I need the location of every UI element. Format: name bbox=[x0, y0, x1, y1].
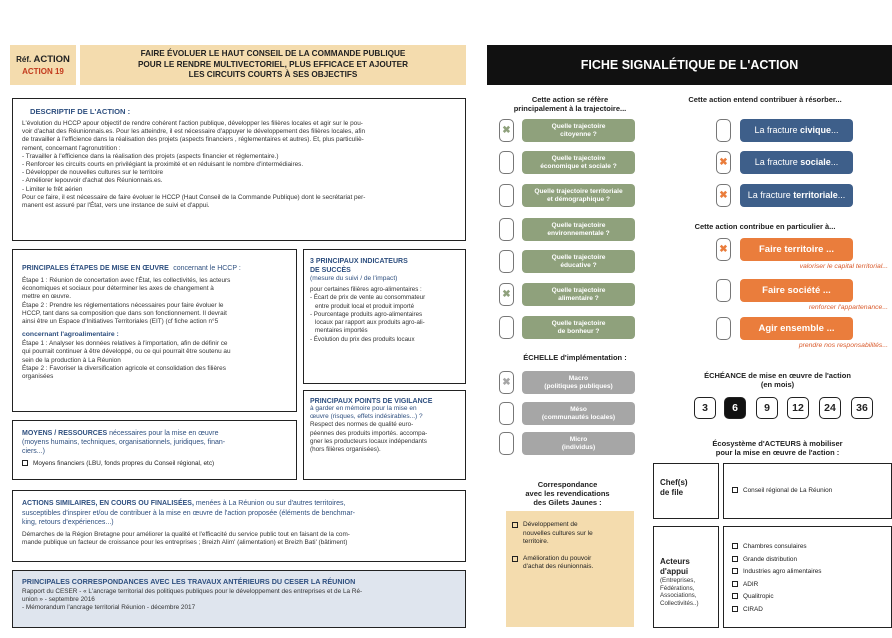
appui-item: CIRAD bbox=[732, 604, 883, 617]
trajectoire-button[interactable] bbox=[522, 119, 635, 142]
text-line: susceptibles d'inspirer et/ou de contribuer à la mise en œuvre de l'action proposée (éléments de benchmar- bbox=[22, 509, 356, 517]
trajectoire-button[interactable] bbox=[522, 218, 635, 241]
contribue-heading: Cette action contribue en particulier à... bbox=[694, 222, 836, 231]
indicateurs-box bbox=[303, 249, 466, 384]
text-line: rement, concernant l'agronutrition : bbox=[22, 144, 121, 152]
chef-value-box bbox=[723, 463, 892, 519]
text-line: mande publique un facteur de croissance pour les entreprises ; Breizh Alim' (alimentation) et Breizh Bati' (bâtiment) bbox=[22, 538, 348, 546]
headline-line: LES CIRCUITS COURTS À SES OBJECTIFS bbox=[188, 70, 358, 79]
echelle-button[interactable] bbox=[522, 402, 635, 425]
text-line: Amélioration du pouvoir bbox=[523, 554, 592, 562]
fracture-button[interactable] bbox=[740, 151, 853, 174]
label-line: Quelle trajectoire bbox=[551, 286, 606, 294]
echelle-label bbox=[544, 375, 613, 391]
label-line: alimentaire ? bbox=[558, 294, 599, 302]
contribue-prefix: Agir bbox=[758, 323, 781, 334]
text-line: king, retours d'expériences...) bbox=[22, 519, 114, 526]
checkbox-icon[interactable] bbox=[732, 543, 738, 549]
trajectoire-checkbox[interactable]: ✖ bbox=[499, 283, 514, 306]
similaires-heading bbox=[22, 499, 456, 528]
text-line: Rapport du CESER - « L'ancrage territorial des politiques publiques pour le développement des entreprises et de La Ré- bbox=[22, 588, 363, 595]
month-option-6[interactable]: 6 bbox=[724, 397, 746, 419]
text-line: mentaires importés bbox=[315, 327, 368, 335]
gilets-item bbox=[512, 521, 628, 547]
moyens-box bbox=[12, 420, 297, 480]
echelle-label bbox=[562, 436, 595, 452]
checkbox-icon[interactable] bbox=[512, 522, 518, 528]
contribue-checkbox[interactable] bbox=[716, 279, 731, 302]
contribue-prefix: Faire bbox=[759, 244, 785, 255]
label-line: d'appui bbox=[660, 567, 689, 576]
text-line: qui pourrait continuer à être développé, ou ce qui pourrait être soutenu au bbox=[22, 348, 231, 356]
contribue-button[interactable] bbox=[740, 279, 853, 302]
text-line: L'évolution du HCCP apour objectif de rendre cohérent l'action publique, développer les filières locales et agir sur le pou- bbox=[22, 120, 363, 127]
similaires-box bbox=[12, 490, 466, 562]
appui-item: Chambres consulaires bbox=[732, 541, 883, 554]
text-line: - Renforcer les circuits courts en privilégiant la proximité et en réduisant le nombre d'intermédiaires. bbox=[22, 161, 304, 169]
heading-line: avec les revendications bbox=[525, 489, 610, 498]
indicateurs-title bbox=[310, 257, 459, 275]
contribue-button[interactable] bbox=[740, 317, 853, 340]
trajectoire-checkbox[interactable] bbox=[499, 250, 514, 273]
gilets-item bbox=[512, 555, 628, 572]
echeance-heading bbox=[680, 371, 875, 389]
fracture-button[interactable] bbox=[740, 119, 853, 142]
contribue-subtitle: valoriser le capital territorial... bbox=[799, 263, 888, 270]
contribue-keyword: société bbox=[787, 285, 821, 296]
text-line: manent est assuré par l'État, vers une instance de suivi et d'appui. bbox=[22, 202, 210, 210]
checkbox-icon[interactable] bbox=[512, 556, 518, 562]
trajectoire-label bbox=[540, 155, 617, 171]
text-line: - Évolution du prix des produits locaux bbox=[310, 335, 415, 343]
text-line: œuvre (risques, effets indésirables...) ? bbox=[310, 413, 423, 421]
label-line: Quelle trajectoire bbox=[551, 253, 606, 261]
text-line: voir d'achat des Réunionnais.es. Pour les atteindre, il est nécessaire d'appuyer le développement des filières locales, afin bbox=[22, 128, 366, 136]
action-ref-badge bbox=[10, 45, 76, 85]
echelle-button[interactable] bbox=[522, 432, 635, 455]
contribue-keyword: ensemble bbox=[780, 323, 824, 334]
fracture-prefix: La fracture bbox=[754, 157, 801, 167]
descriptif-text bbox=[22, 120, 456, 210]
contribue-subtitle: renforcer l'appartenance... bbox=[808, 304, 888, 311]
appui-list-box bbox=[723, 526, 892, 628]
contribue-suffix: ... bbox=[823, 244, 834, 255]
echelle-checkbox[interactable]: ✖ bbox=[499, 371, 514, 394]
label-line: Méso bbox=[570, 405, 587, 413]
echelle-button[interactable] bbox=[522, 371, 635, 394]
fracture-keyword: civique bbox=[800, 125, 832, 135]
moyens-title: MOYENS / RESSOURCES bbox=[22, 430, 108, 437]
text-line: territoire. bbox=[523, 538, 549, 545]
descriptif-box bbox=[12, 98, 466, 241]
text-line: ainsi être un Espace d'Initiatives Territoriales (EIT) (cf fiche action n°5 bbox=[22, 318, 219, 326]
text-line: de travailler à l'efficience dans la réalisation des projets (aspects financiers , réglementaires et autres). Et, plus particuliè- bbox=[22, 136, 364, 144]
fracture-button[interactable] bbox=[740, 184, 853, 207]
label-line: Quelle trajectoire bbox=[551, 319, 606, 327]
heading-line: Correspondance bbox=[537, 480, 598, 489]
trajectoire-button[interactable] bbox=[522, 184, 635, 207]
etapes-heading bbox=[22, 257, 287, 275]
text-line: Respect des normes de qualité euro- bbox=[310, 421, 414, 429]
etapes-title: PRINCIPALES ÉTAPES DE MISE EN ŒUVRE bbox=[22, 265, 169, 272]
fracture-keyword: territoriale bbox=[793, 190, 838, 200]
descriptif-title: DESCRIPTIF DE L'ACTION : bbox=[30, 107, 131, 116]
label-line: éducative ? bbox=[560, 261, 597, 269]
trajectoire-label bbox=[547, 222, 609, 238]
checkbox-icon[interactable] bbox=[732, 593, 738, 599]
title-line: DE SUCCÈS bbox=[310, 267, 351, 274]
ref-label: Réf. bbox=[16, 55, 32, 64]
heading-line: principalement à la trajectoire... bbox=[513, 104, 627, 113]
appui-item: Grande distribution bbox=[732, 554, 883, 567]
moyens-heading bbox=[22, 429, 287, 456]
text-line: union » - septembre 2016 bbox=[22, 596, 95, 604]
label-line: (individus) bbox=[561, 443, 596, 451]
text-line: organisées bbox=[22, 373, 54, 381]
fracture-suffix: ... bbox=[831, 125, 839, 135]
text-line: (moyens humains, techniques, organisationnels, juridiques, finan- bbox=[22, 439, 226, 446]
text-line: - Pourcentage produits agro-alimentaires bbox=[310, 310, 423, 318]
text-line: gner les producteurs locaux indépendants bbox=[310, 437, 427, 445]
ecosysteme-heading bbox=[670, 439, 885, 457]
label-line: citoyenne ? bbox=[560, 130, 597, 138]
label-line: Micro bbox=[569, 435, 588, 443]
checkbox-icon[interactable] bbox=[22, 460, 28, 466]
fiche-title: FICHE SIGNALÉTIQUE DE L'ACTION bbox=[487, 45, 892, 85]
fracture-checkbox[interactable]: ✖ bbox=[716, 184, 731, 207]
echelle-checkbox[interactable] bbox=[499, 432, 514, 455]
gilets-heading bbox=[500, 480, 635, 507]
text-line: sein de la production à La Réunion bbox=[22, 356, 121, 364]
heading-line: ÉCHÉANCE de mise en œuvre de l'action bbox=[704, 371, 851, 380]
title-line: 3 PRINCIPAUX INDICATEURS bbox=[310, 258, 408, 265]
contribue-suffix: ... bbox=[823, 323, 835, 334]
text-line: - Limiter le frêt aérien bbox=[22, 185, 83, 193]
contribue-suffix: ... bbox=[820, 285, 831, 296]
text-line: d'achat des réunionnais. bbox=[523, 563, 594, 570]
moyens-item bbox=[22, 459, 287, 468]
text-line: Étape 1 : Réunion de concertation avec l'État, les collectivités, les acteurs bbox=[22, 277, 231, 284]
fracture-checkbox[interactable]: ✖ bbox=[716, 151, 731, 174]
text-line: économiques et sociaux pour déterminer les axes de changement à bbox=[22, 285, 214, 293]
contribue-keyword: territoire bbox=[784, 244, 824, 255]
text-line: mettre en œuvre. bbox=[22, 293, 72, 301]
trajectoire-label bbox=[552, 287, 606, 303]
fracture-suffix: ... bbox=[837, 190, 846, 200]
text-line: - Mémorandum l'ancrage territorial Réunion - décembre 2017 bbox=[22, 604, 196, 612]
headline-line: POUR LE RENDRE MULTIVECTORIEL, PLUS EFFICACE ET AJOUTER bbox=[137, 59, 409, 69]
etapes-subtitle: concernant l'agroalimentaire : bbox=[22, 331, 119, 339]
checkbox-icon[interactable] bbox=[732, 556, 738, 562]
trajectoire-button[interactable] bbox=[522, 250, 635, 273]
fracture-prefix: La fracture bbox=[754, 125, 800, 135]
correspondances-title: PRINCIPALES CORRESPONDANCES AVEC LES TRAVAUX ANTÉRIEURS DU CESER LA RÉUNION bbox=[22, 577, 356, 586]
label-line: Fédérations, bbox=[660, 584, 695, 592]
text-line: Étape 2 : Prendre les réglementations nécessaires pour faire évoluer le bbox=[22, 301, 224, 309]
trajectoire-checkbox[interactable] bbox=[499, 151, 514, 174]
text-line: péennes des produits importés. accompa- bbox=[310, 429, 428, 437]
fracture-suffix: ... bbox=[830, 157, 839, 167]
appui-label-box bbox=[653, 526, 719, 628]
contribue-button[interactable] bbox=[740, 238, 853, 261]
appui-item: Industries agro alimentaires bbox=[732, 566, 883, 579]
fracture-checkbox[interactable] bbox=[716, 119, 731, 142]
label-line: de file bbox=[660, 488, 684, 497]
heading-line: Cette action se réfère bbox=[531, 95, 609, 104]
checkbox-icon[interactable] bbox=[732, 487, 738, 493]
chef-label-box bbox=[653, 463, 719, 519]
label-line: (communautés locales) bbox=[541, 413, 616, 421]
contribue-checkbox[interactable] bbox=[716, 317, 731, 340]
trajectoire-label bbox=[552, 254, 606, 270]
text-line: - Améliorer lepouvoir d'achat des Réunionnais.es. bbox=[22, 177, 163, 185]
echelle-label bbox=[542, 406, 615, 422]
month-option-24[interactable]: 24 bbox=[819, 397, 841, 419]
label-line: (politiques publiques) bbox=[544, 382, 613, 390]
text-line: locaux par rapport aux produits agro-ali- bbox=[315, 319, 425, 327]
trajectoire-button[interactable] bbox=[522, 151, 635, 174]
heading-line: Écosystème d'ACTEURS à mobiliser bbox=[712, 439, 843, 448]
action-headline bbox=[80, 45, 466, 85]
moyens-item-label: Moyens financiers (LBU, fonds propres du Conseil régional, etc) bbox=[33, 460, 215, 467]
etapes-box bbox=[12, 249, 297, 412]
label-line: Collectivités..) bbox=[660, 599, 699, 607]
label-line: Quelle trajectoire territoriale bbox=[534, 187, 623, 195]
appui-item: ADIR bbox=[732, 579, 883, 592]
label-line: (Entreprises, bbox=[660, 577, 696, 584]
month-option-9[interactable]: 9 bbox=[756, 397, 778, 419]
chef-value: Conseil régional de La Réunion bbox=[743, 487, 833, 494]
checkbox-icon[interactable] bbox=[732, 568, 738, 574]
text-line: - Écart de prix de vente au consommateur bbox=[310, 294, 426, 302]
text-line: Développement de bbox=[523, 521, 578, 528]
contribue-subtitle: prendre nos responsabilités... bbox=[798, 342, 888, 349]
contribue-checkbox[interactable]: ✖ bbox=[716, 238, 731, 261]
text-line: HCCP, tant dans sa composition que dans son fonctionnement. Il devrait bbox=[22, 309, 227, 317]
text-line: pour certaines filières agro-alimentaires : bbox=[310, 286, 422, 293]
text-line: ciers...) bbox=[22, 448, 45, 455]
month-option-12[interactable]: 12 bbox=[787, 397, 809, 419]
label-line: Associations, bbox=[660, 592, 697, 600]
fracture-keyword: sociale bbox=[800, 157, 831, 167]
similaires-title: ACTIONS SIMILAIRES, EN COURS OU FINALISÉES, bbox=[22, 500, 194, 507]
echelle-heading: ÉCHELLE d'implémentation : bbox=[523, 353, 627, 362]
heading-line: (en mois) bbox=[760, 380, 795, 389]
text-line: - Travailler à l'efficience dans la réalisation des projets (aspects financier et réglementaire.) bbox=[22, 152, 279, 160]
vigilance-box bbox=[303, 390, 466, 480]
text-line: Étape 2 : Favoriser la diversification agricole et consolidation des filières bbox=[22, 364, 226, 372]
etapes-title-suffix: concernant le HCCP : bbox=[173, 265, 241, 272]
action-word: ACTION bbox=[33, 54, 70, 65]
correspondances-box bbox=[12, 570, 466, 628]
text-line: (hors filières organisées). bbox=[310, 446, 381, 454]
label-line: de bonheur ? bbox=[557, 327, 600, 335]
heading-line: pour la mise en œuvre de l'action : bbox=[715, 448, 840, 457]
label-line: économique et sociale ? bbox=[540, 162, 617, 170]
trajectoire-checkbox[interactable]: ✖ bbox=[499, 119, 514, 142]
indicateurs-subtitle: (mesure du suivi / de l'impact) bbox=[310, 275, 398, 282]
label-line: et démographique ? bbox=[546, 195, 610, 203]
action-number: ACTION 19 bbox=[22, 67, 64, 76]
text-line: Étape 1 : Analyser les données relatives à l'importation, afin de définir ce bbox=[22, 340, 228, 348]
trajectoire-button[interactable] bbox=[522, 283, 635, 306]
month-option-36[interactable]: 36 bbox=[851, 397, 873, 419]
label-line: Chef(s) bbox=[660, 478, 688, 487]
label-line: Acteurs bbox=[660, 557, 690, 566]
trajectoire-checkbox[interactable] bbox=[499, 218, 514, 241]
text-line: Démarches de la Région Bretagne pour améliorer la qualité et l'efficacité du service public tout en faisant de la com- bbox=[22, 530, 350, 538]
label-line: Macro bbox=[568, 374, 589, 382]
trajectoire-checkbox[interactable] bbox=[499, 184, 514, 207]
echelle-checkbox[interactable] bbox=[499, 402, 514, 425]
trajectoire-label bbox=[552, 123, 606, 139]
appui-item: Qualitropic bbox=[732, 591, 883, 604]
text-line: nouvelles cultures sur le bbox=[523, 529, 593, 537]
trajectoire-checkbox[interactable] bbox=[499, 316, 514, 339]
label-line: environnementale ? bbox=[547, 229, 610, 237]
trajectoire-label bbox=[552, 320, 606, 336]
month-option-3[interactable]: 3 bbox=[694, 397, 716, 419]
fracture-prefix: La fracture bbox=[747, 190, 794, 200]
moyens-title-suffix: nécessaires pour la mise en œuvre bbox=[109, 430, 219, 437]
similaires-title-rest: menées à La Réunion ou sur d'autres territoires, bbox=[195, 500, 346, 507]
heading-line: des Gilets Jaunes : bbox=[533, 498, 602, 507]
checkbox-icon[interactable] bbox=[732, 581, 738, 587]
checkbox-icon[interactable] bbox=[732, 606, 738, 612]
fractures-heading: Cette action entend contribuer à résorber... bbox=[688, 95, 842, 104]
label-line: Quelle trajectoire bbox=[551, 122, 606, 130]
text-line: - Développer de nouvelles cultures sur le territoire bbox=[22, 169, 164, 177]
trajectoire-heading bbox=[495, 95, 645, 113]
headline-line: FAIRE ÉVOLUER LE HAUT CONSEIL DE LA COMMANDE PUBLIQUE bbox=[140, 49, 406, 58]
trajectoire-label bbox=[534, 188, 622, 204]
label-line: Quelle trajectoire bbox=[551, 221, 606, 229]
label-line: Quelle trajectoire bbox=[551, 154, 606, 162]
text-line: entre produit local et produit importé bbox=[315, 302, 415, 310]
contribue-prefix: Faire bbox=[762, 285, 788, 296]
vigilance-title: PRINCIPAUX POINTS DE VIGILANCE bbox=[310, 398, 433, 405]
trajectoire-button[interactable] bbox=[522, 316, 635, 339]
text-line: Pour ce faire, il est nécessaire de faire évoluer le HCCP (Haut Conseil de la Commande Publique) dont le secrétariat per- bbox=[22, 193, 366, 201]
gilets-box bbox=[506, 511, 634, 627]
text-line: à garder en mémoire pour la mise en bbox=[310, 405, 417, 412]
